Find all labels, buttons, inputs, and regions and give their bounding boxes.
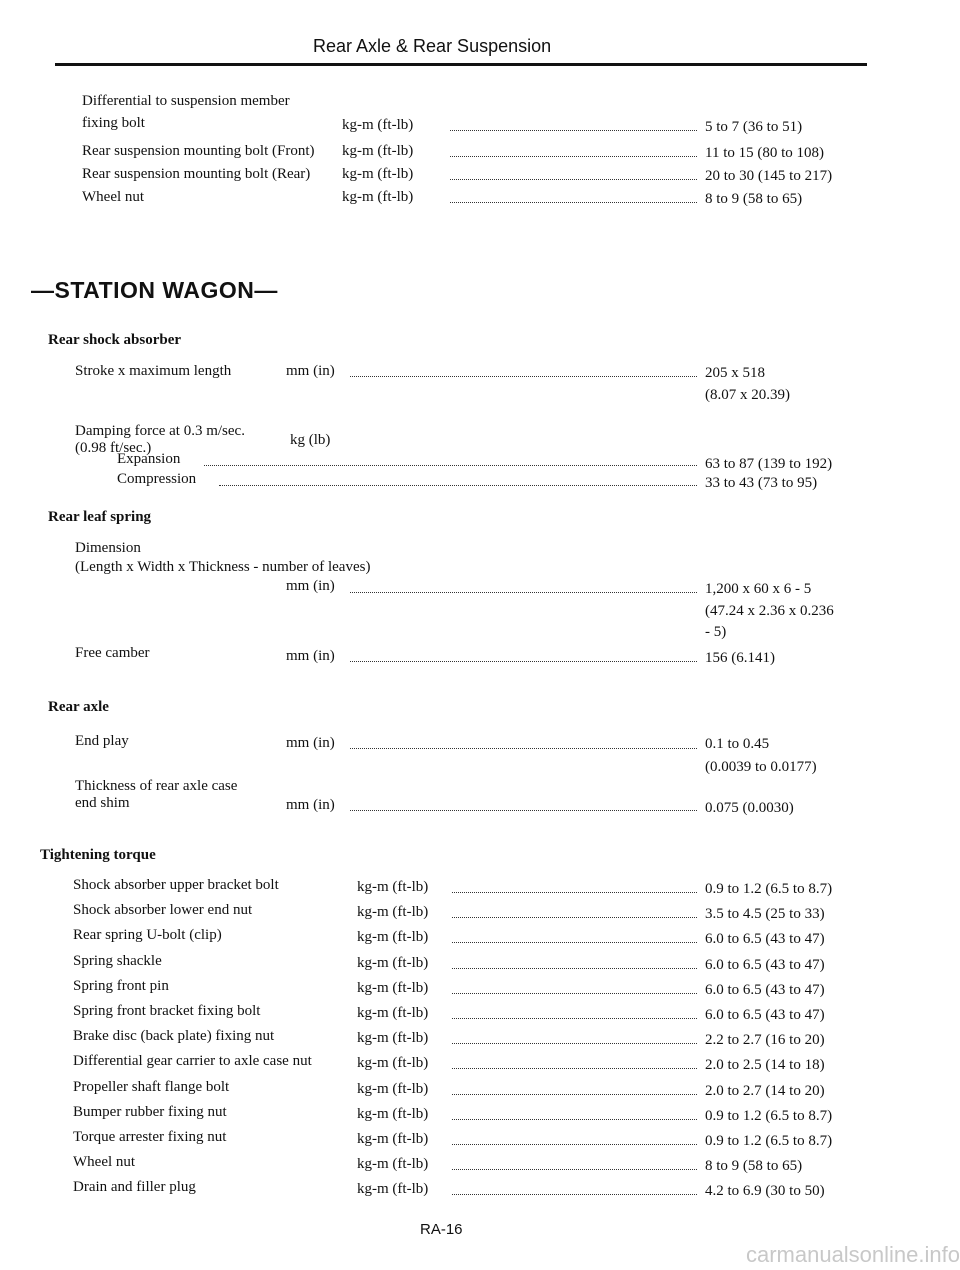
leader-dots bbox=[452, 1144, 697, 1145]
section-title: —STATION WAGON— bbox=[31, 277, 278, 303]
torque-label: Torque arrester fixing nut bbox=[73, 1129, 227, 1145]
torque-unit: kg-m (ft-lb) bbox=[357, 904, 429, 921]
leader-dots bbox=[450, 130, 697, 131]
torque-unit: kg-m (ft-lb) bbox=[357, 1055, 429, 1072]
torque-unit: kg-m (ft-lb) bbox=[357, 1131, 429, 1147]
torque-label: Shock absorber lower end nut bbox=[73, 902, 253, 919]
torque-unit: kg-m (ft-lb) bbox=[357, 1080, 429, 1097]
leaf-heading: Rear leaf spring bbox=[48, 509, 152, 525]
leader-dots bbox=[452, 1169, 697, 1170]
stroke-label: Stroke x maximum length bbox=[75, 363, 232, 379]
torque-label: Wheel nut bbox=[73, 1154, 136, 1171]
expansion-value: 63 to 87 (139 to 192) bbox=[705, 456, 833, 472]
torque-label: Spring front bracket fixing bolt bbox=[73, 1003, 261, 1019]
torque-value: 6.0 to 6.5 (43 to 47) bbox=[705, 956, 825, 973]
shim-label-2: end shim bbox=[75, 795, 130, 811]
leader-dots bbox=[452, 1194, 697, 1195]
leader-dots bbox=[350, 592, 697, 593]
leader-dots bbox=[350, 661, 697, 662]
stroke-value: 205 x 518 bbox=[705, 365, 765, 381]
torque-value: 3.5 to 4.5 (25 to 33) bbox=[705, 906, 825, 923]
dimension-value-2: (47.24 x 2.36 x 0.236 bbox=[705, 603, 834, 619]
dimension-unit: mm (in) bbox=[286, 578, 335, 594]
spec-label: Rear suspension mounting bolt (Front) bbox=[82, 143, 315, 159]
torque-unit: kg-m (ft-lb) bbox=[357, 954, 429, 971]
torque-value: 2.2 to 2.7 (16 to 20) bbox=[705, 1032, 825, 1049]
leader-dots bbox=[452, 1094, 697, 1095]
torque-value: 8 to 9 (58 to 65) bbox=[705, 1158, 803, 1175]
endplay-value: 0.1 to 0.45 bbox=[705, 736, 770, 752]
torque-value: 0.9 to 1.2 (6.5 to 8.7) bbox=[705, 1107, 833, 1124]
torque-value: 6.0 to 6.5 (43 to 47) bbox=[705, 1007, 825, 1023]
torque-label: Shock absorber upper bracket bolt bbox=[73, 877, 279, 893]
page-title: Rear Axle & Rear Suspension bbox=[313, 36, 552, 56]
spec-unit: kg-m (ft-lb) bbox=[342, 143, 414, 159]
spec-unit: kg-m (ft-lb) bbox=[342, 166, 414, 182]
torque-unit: kg-m (ft-lb) bbox=[357, 1105, 429, 1122]
torque-label: Bumper rubber fixing nut bbox=[73, 1103, 227, 1120]
leader-dots bbox=[452, 968, 697, 969]
leader-dots bbox=[450, 202, 697, 203]
compression-value: 33 to 43 (73 to 95) bbox=[705, 475, 818, 491]
dimension-label-2: (Length x Width x Thickness - number of leaves) bbox=[75, 559, 371, 575]
leader-dots bbox=[452, 1119, 697, 1120]
leader-dots bbox=[350, 748, 697, 749]
compression-label: Compression bbox=[117, 471, 197, 487]
leader-dots bbox=[450, 179, 697, 180]
spec-label-2: fixing bolt bbox=[82, 115, 145, 131]
torque-label: Propeller shaft flange bolt bbox=[73, 1078, 230, 1095]
damping-label: Damping force at 0.3 m/sec. bbox=[75, 423, 245, 439]
torque-value: 0.9 to 1.2 (6.5 to 8.7) bbox=[705, 1133, 833, 1149]
torque-unit: kg-m (ft-lb) bbox=[357, 1030, 429, 1047]
camber-label: Free camber bbox=[75, 645, 150, 661]
leader-dots bbox=[452, 892, 697, 893]
leader-dots bbox=[350, 810, 697, 811]
leader-dots bbox=[452, 1018, 697, 1019]
leader-dots bbox=[452, 993, 697, 994]
expansion-label: Expansion bbox=[117, 451, 181, 467]
torque-unit: kg-m (ft-lb) bbox=[357, 879, 429, 895]
torque-unit: kg-m (ft-lb) bbox=[357, 1005, 429, 1021]
dimension-label: Dimension bbox=[75, 540, 141, 556]
spec-value: 11 to 15 (80 to 108) bbox=[705, 145, 825, 161]
torque-label: Spring front pin bbox=[73, 977, 169, 994]
shim-unit: mm (in) bbox=[286, 797, 335, 813]
endplay-unit: mm (in) bbox=[286, 735, 335, 751]
stroke-unit: mm (in) bbox=[286, 363, 335, 379]
torque-label: Differential gear carrier to axle case nut bbox=[73, 1053, 312, 1070]
torque-unit: kg-m (ft-lb) bbox=[357, 1156, 429, 1173]
torque-label: Brake disc (back plate) fixing nut bbox=[73, 1028, 275, 1045]
spec-value: 8 to 9 (58 to 65) bbox=[705, 191, 803, 207]
spec-unit: kg-m (ft-lb) bbox=[342, 117, 414, 133]
torque-unit: kg-m (ft-lb) bbox=[357, 1181, 429, 1198]
axle-heading: Rear axle bbox=[48, 699, 109, 715]
leader-dots bbox=[452, 1043, 697, 1044]
leader-dots bbox=[350, 376, 697, 377]
header-rule bbox=[55, 63, 867, 66]
leader-dots bbox=[204, 465, 697, 466]
torque-value: 2.0 to 2.5 (14 to 18) bbox=[705, 1057, 825, 1074]
camber-unit: mm (in) bbox=[286, 648, 335, 664]
leader-dots bbox=[452, 917, 697, 918]
leader-dots bbox=[219, 485, 697, 486]
spec-value: 5 to 7 (36 to 51) bbox=[705, 119, 803, 135]
torque-value: 6.0 to 6.5 (43 to 47) bbox=[705, 981, 825, 998]
torque-value: 2.0 to 2.7 (14 to 20) bbox=[705, 1082, 825, 1099]
torque-value: 0.9 to 1.2 (6.5 to 8.7) bbox=[705, 881, 833, 897]
page-number: RA-16 bbox=[420, 1221, 463, 1238]
torque-value: 4.2 to 6.9 (30 to 50) bbox=[705, 1183, 825, 1200]
damping-unit: kg (lb) bbox=[290, 432, 331, 448]
spec-value: 20 to 30 (145 to 217) bbox=[705, 168, 833, 184]
spec-label: Differential to suspension member bbox=[82, 93, 290, 109]
shim-value: 0.075 (0.0030) bbox=[705, 800, 794, 816]
torque-label: Rear spring U-bolt (clip) bbox=[73, 927, 222, 944]
torque-unit: kg-m (ft-lb) bbox=[357, 929, 429, 946]
watermark: carmanualsonline.info bbox=[745, 1242, 960, 1267]
endplay-value-2: (0.0039 to 0.0177) bbox=[705, 759, 817, 775]
torque-label: Spring shackle bbox=[73, 952, 162, 969]
spec-label: Wheel nut bbox=[82, 189, 145, 205]
stroke-value-in: (8.07 x 20.39) bbox=[705, 387, 790, 403]
damping-label-2: (0.98 ft/sec.) bbox=[75, 440, 152, 456]
tightening-heading: Tightening torque bbox=[40, 847, 156, 863]
leader-dots bbox=[452, 942, 697, 943]
endplay-label: End play bbox=[75, 733, 129, 749]
spec-unit: kg-m (ft-lb) bbox=[342, 189, 414, 205]
torque-value: 6.0 to 6.5 (43 to 47) bbox=[705, 931, 825, 948]
torque-unit: kg-m (ft-lb) bbox=[357, 979, 429, 996]
dimension-value: 1,200 x 60 x 6 - 5 bbox=[705, 581, 812, 597]
camber-value: 156 (6.141) bbox=[705, 650, 775, 666]
shock-heading: Rear shock absorber bbox=[48, 332, 182, 348]
leader-dots bbox=[452, 1068, 697, 1069]
dimension-value-3: - 5) bbox=[705, 624, 727, 640]
spec-label: Rear suspension mounting bolt (Rear) bbox=[82, 166, 311, 182]
torque-label: Drain and filler plug bbox=[73, 1179, 196, 1196]
shim-label: Thickness of rear axle case bbox=[75, 778, 238, 794]
leader-dots bbox=[450, 156, 697, 157]
